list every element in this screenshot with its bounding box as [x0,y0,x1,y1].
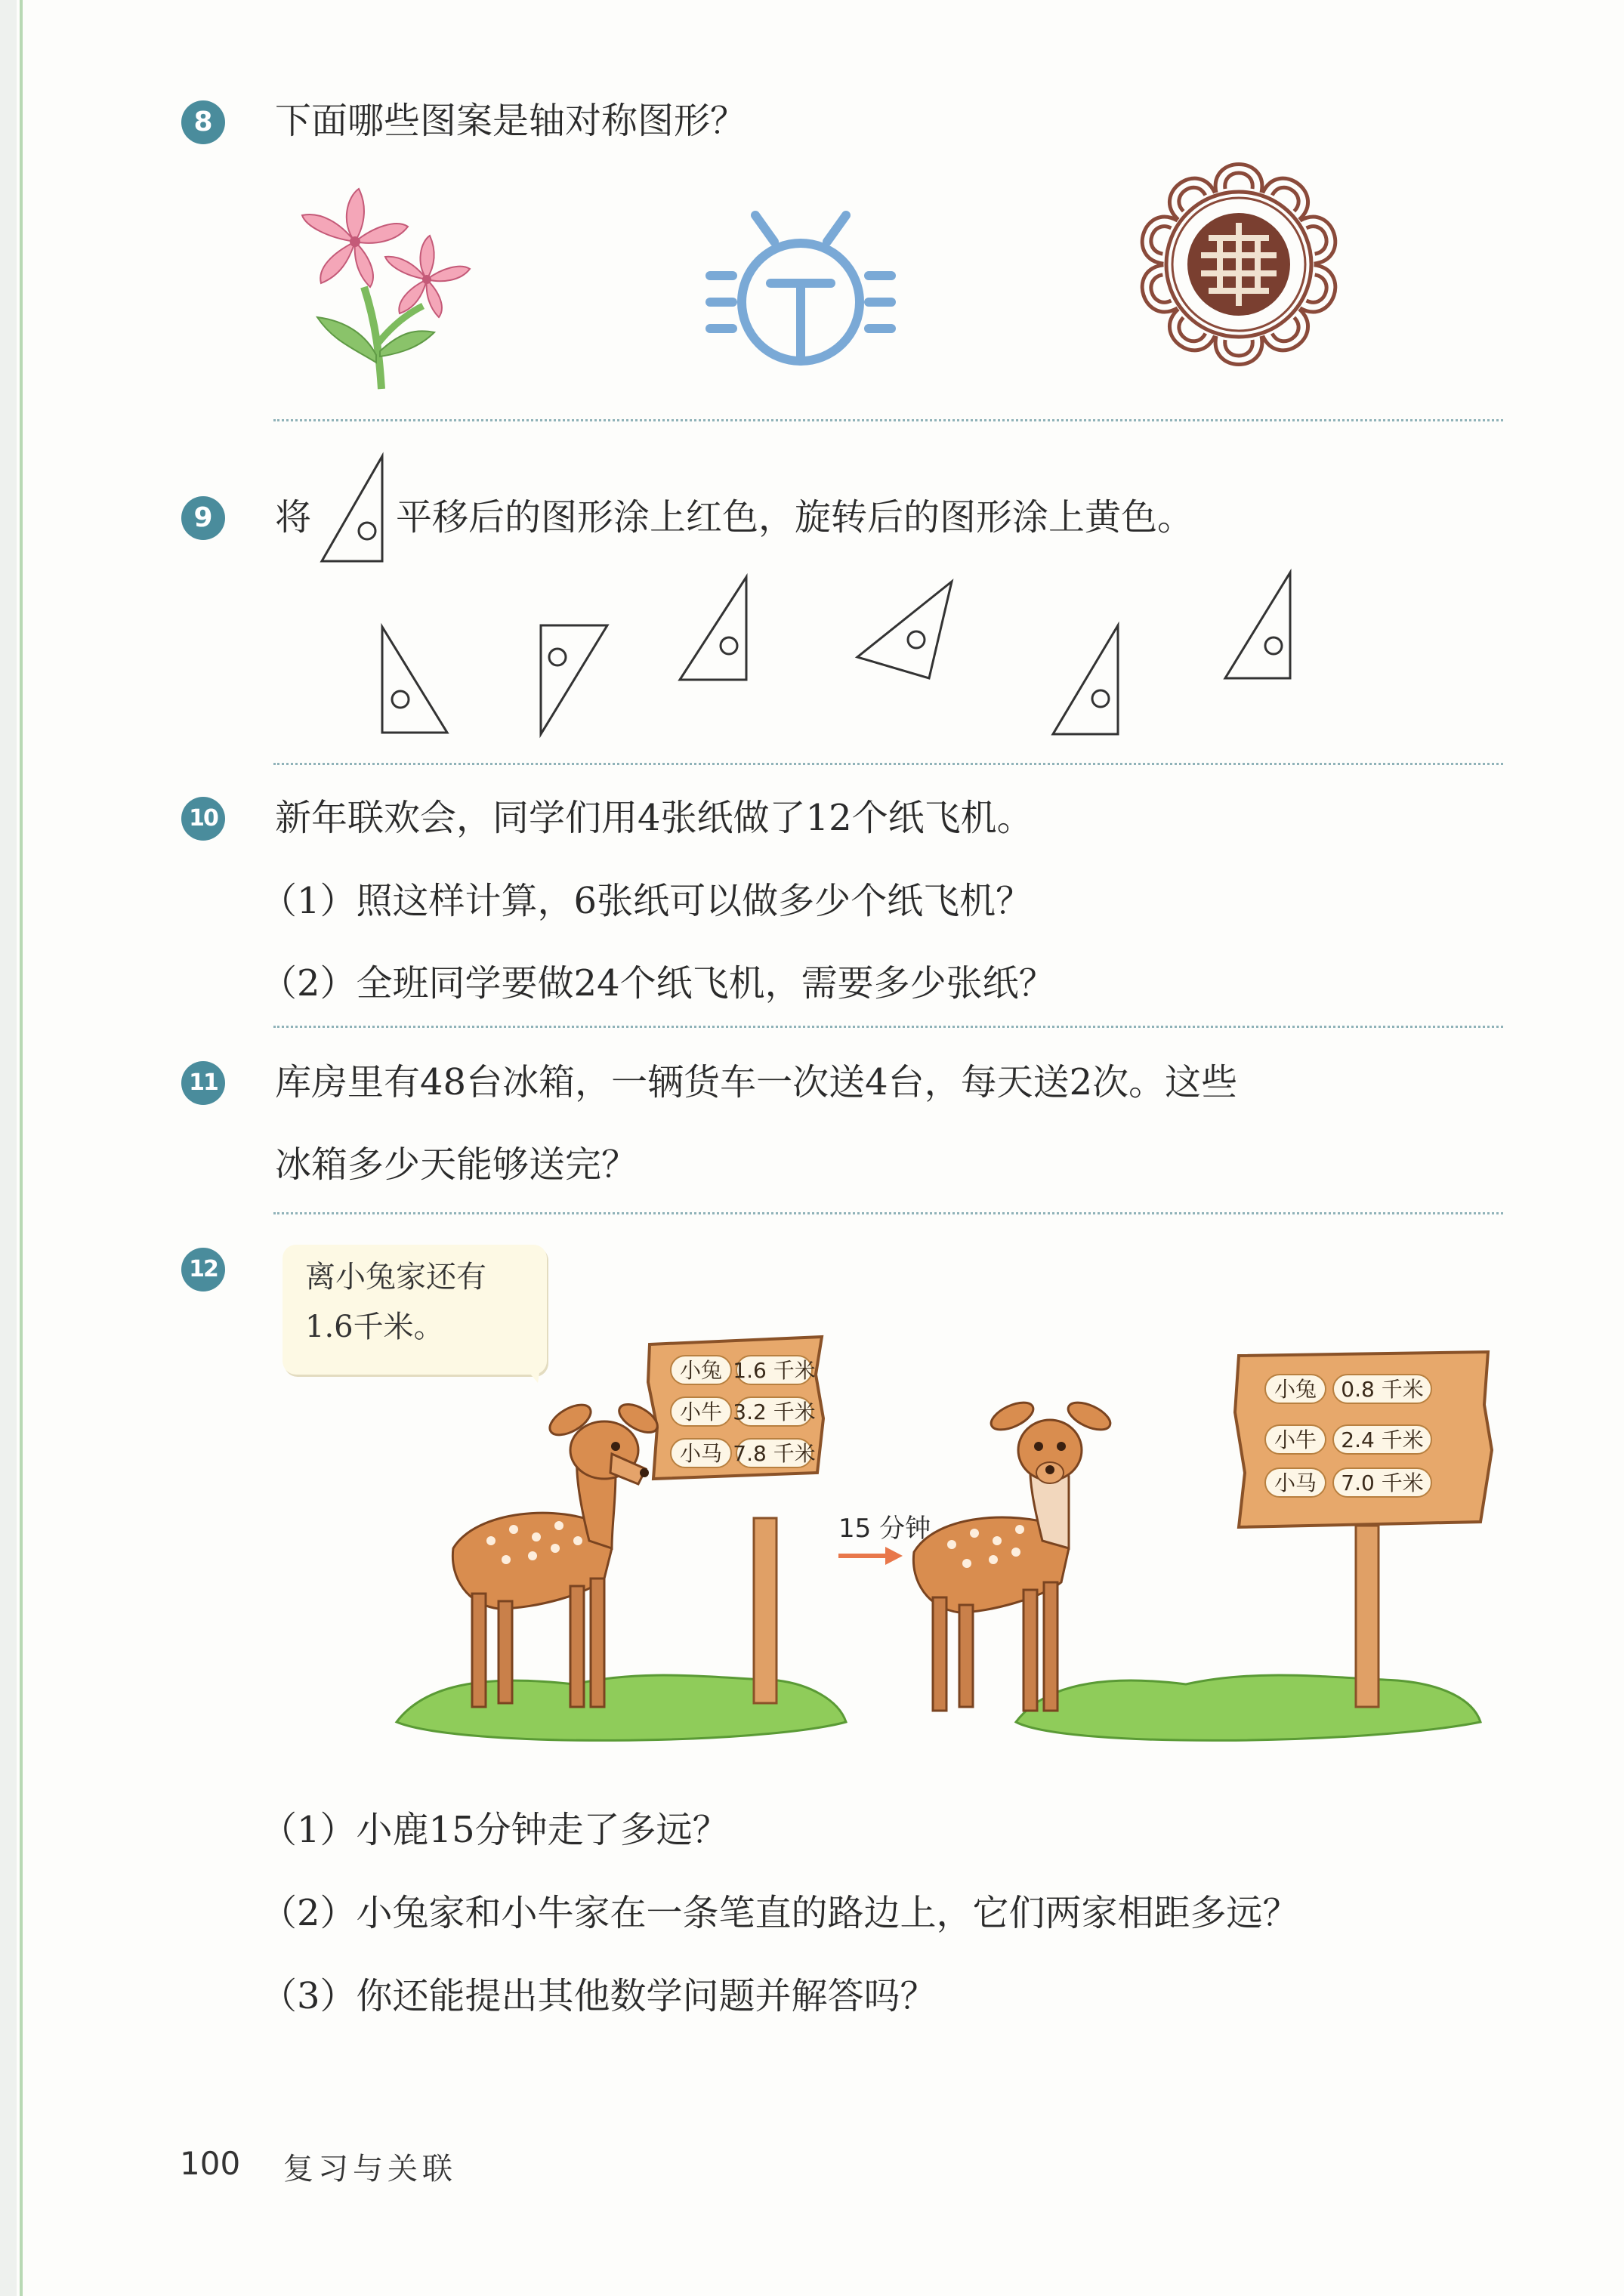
question-8-text: 下面哪些图案是轴对称图形？ [275,100,747,142]
question-9-text: 平移后的图形涂上红色，旋转后的图形涂上黄色。 [396,496,1194,539]
deer-right [913,1397,1114,1711]
question-11-line2: 冰箱多少天能够送完？ [275,1143,638,1186]
section-title: 复习与关联 [283,2152,457,2186]
question-10-sub1: （1）照这样计算，6张纸可以做多少个纸飞机？ [261,880,1033,922]
arrow-label: 15 分钟 [838,1514,931,1544]
triangle-5 [1053,625,1118,734]
bubble-line-2: 1.6千米。 [305,1310,444,1344]
deer-left [452,1399,662,1707]
sign-1-dist-2: 3.2 千米 [733,1400,816,1424]
page-spine-line [20,0,23,2296]
bubble-line-1: 离小兔家还有 [305,1260,486,1295]
flower-figure [279,181,491,393]
sign-1-name-1: 小兔 [679,1358,723,1383]
question-9-lead: 将 [275,496,312,539]
sign-2-dist-3: 7.0 千米 [1341,1470,1424,1495]
sign-1-dist-3: 7.8 千米 [733,1441,816,1466]
page-spine [0,0,17,2296]
divider-9 [273,763,1503,765]
question-number-9: 9 [181,496,225,540]
divider-10 [273,1026,1503,1028]
triangle-set [363,559,1345,740]
triangle-6 [1225,572,1290,678]
page-number: 100 [180,2145,241,2182]
question-number-11: 11 [181,1061,225,1105]
question-number-12: 12 [181,1248,225,1292]
triangle-1 [382,627,447,733]
triangle-3 [680,577,746,680]
sign-2-dist-1: 0.8 千米 [1341,1377,1424,1402]
question-12-sub2: （2）小兔家和小牛家在一条笔直的路边上，它们两家相距多远？ [261,1892,1299,1934]
question-12-sub1: （1）小鹿15分钟走了多远？ [261,1809,729,1851]
sign-2-name-1: 小兔 [1274,1377,1317,1402]
question-11-line1: 库房里有48台冰箱，一辆货车一次送4台，每天送2次。这些 [275,1061,1238,1103]
sign-2-rows [1265,1375,1431,1497]
triangle-2 [541,625,607,734]
sign-2-name-2: 小牛 [1274,1427,1317,1452]
divider-11 [273,1212,1503,1214]
question-10-sub2: （2）全班同学要做24个纸飞机，需要多少张纸？ [261,962,1055,1004]
deer-scene [385,1322,1496,1760]
sign-1-name-3: 小马 [679,1441,723,1466]
bug-figure [702,204,899,378]
sign-1-name-2: 小牛 [679,1400,723,1424]
triangle-4 [857,582,952,678]
question-number-10: 10 [181,797,225,841]
question-number-8: 8 [181,100,225,144]
divider-8 [273,419,1503,421]
ornament-figure [1110,140,1367,389]
sign-2-dist-2: 2.4 千米 [1341,1427,1424,1452]
sign-2-name-3: 小马 [1274,1470,1317,1495]
sign-1-rows [671,1356,816,1467]
question-10-text: 新年联欢会，同学们用4张纸做了12个纸飞机。 [275,797,1033,839]
reference-triangle [316,452,391,566]
question-12-sub3: （3）你还能提出其他数学问题并解答吗？ [261,1975,937,2017]
sign-1-dist-1: 1.6 千米 [733,1358,816,1383]
